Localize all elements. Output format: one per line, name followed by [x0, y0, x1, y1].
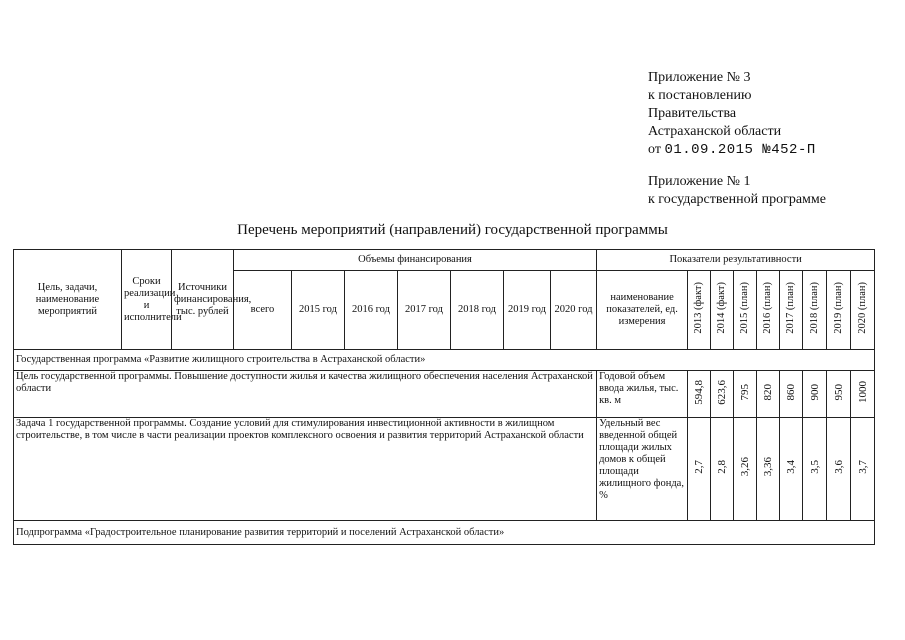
year-col-label: 2013 (факт) — [693, 282, 705, 334]
value-text: 795 — [739, 383, 752, 401]
value-cell — [803, 418, 827, 521]
year-col-label: 2014 (факт) — [716, 282, 728, 334]
table-row — [14, 350, 875, 371]
value-text: 1000 — [856, 381, 869, 403]
value-text: 860 — [785, 383, 798, 401]
year-col-2014 — [711, 271, 734, 350]
value-text: 950 — [832, 383, 845, 401]
value-cell — [734, 418, 757, 521]
value-text: 2,7 — [693, 460, 706, 474]
year-col-label: 2019 (план) — [832, 282, 844, 334]
value-cell — [711, 371, 734, 418]
header-terms: Сроки реализации и исполнители — [122, 250, 172, 350]
fin-col-2019: 2019 год — [504, 271, 551, 350]
year-col-2019 — [827, 271, 851, 350]
task-indicator-cell: Удельный вес введенной общей площади жилых домов к общей площади жилищного фонда, % — [597, 418, 688, 521]
value-cell — [827, 418, 851, 521]
year-col-label: 2020 (план) — [856, 282, 868, 334]
goal-text-cell: Цель государственной программы. Повышение доступности жилья и качества жилищного обеспечения населения Астраханской области — [14, 371, 597, 418]
year-col-2017 — [780, 271, 803, 350]
fin-col-2020: 2020 год — [551, 271, 597, 350]
value-text: 2,8 — [716, 460, 729, 474]
date-prefix: от — [648, 142, 661, 157]
date-number-stamp: 01.09.2015 №452-П — [664, 142, 816, 158]
year-col-2015 — [734, 271, 757, 350]
year-col-2013 — [688, 271, 711, 350]
value-text: 3,26 — [739, 457, 752, 477]
value-text: 820 — [762, 383, 775, 401]
fin-col-2016: 2016 год — [345, 271, 398, 350]
header-indicator-name: наименование показателей, ед. измерения — [597, 271, 688, 350]
value-text: 3,5 — [808, 460, 821, 474]
program-title-cell: Государственная программа «Развитие жилищного строительства в Астраханской области» — [14, 350, 875, 371]
fin-col-total: всего — [234, 271, 292, 350]
year-col-2018 — [803, 271, 827, 350]
appendix-1-header — [648, 173, 826, 209]
appendix-1-line-2: к государственной программе — [648, 192, 826, 207]
value-text: 3,6 — [832, 460, 845, 474]
year-col-label: 2017 (план) — [785, 282, 797, 334]
subprogram-title-cell: Подпрограмма «Градостроительное планирование развития территорий и поселений Астраханской области» — [14, 521, 875, 545]
task-text-cell: Задача 1 государственной программы. Создание условий для стимулирования инвестиционной активности в жилищном строительстве, в том числе в части реализации проектов комплексного освоения и развития территорий Астраханской области — [14, 418, 597, 521]
value-cell — [851, 418, 875, 521]
value-cell — [688, 418, 711, 521]
value-cell — [757, 418, 780, 521]
header-financing: Объемы финансирования — [234, 250, 597, 271]
appendix-3-line-1: Приложение № 3 — [648, 70, 751, 85]
value-text: 3,4 — [785, 460, 798, 474]
value-text: 623,6 — [716, 379, 729, 405]
value-text: 900 — [808, 383, 821, 401]
appendix-3-header — [648, 69, 816, 159]
value-text: 594,8 — [693, 379, 706, 405]
activities-table — [13, 249, 875, 545]
year-col-2020 — [851, 271, 875, 350]
value-cell — [734, 371, 757, 418]
document-title: Перечень мероприятий (направлений) государственной программы — [237, 222, 668, 238]
value-cell — [803, 371, 827, 418]
value-cell — [711, 418, 734, 521]
value-text: 3,36 — [762, 457, 775, 477]
year-col-label: 2016 (план) — [762, 282, 774, 334]
header-sources: Источники финансирования, тыс. рублей — [172, 250, 234, 350]
value-cell — [780, 371, 803, 418]
fin-col-2015: 2015 год — [292, 271, 345, 350]
year-col-2016 — [757, 271, 780, 350]
value-cell — [851, 371, 875, 418]
value-cell — [780, 418, 803, 521]
table-row — [14, 418, 875, 521]
appendix-3-line-3: Правительства — [648, 106, 737, 121]
appendix-1-line-1: Приложение № 1 — [648, 174, 751, 189]
goal-indicator-cell: Годовой объем ввода жилья, тыс. кв. м — [597, 371, 688, 418]
value-text: 3,7 — [856, 460, 869, 474]
value-cell — [827, 371, 851, 418]
fin-col-2018: 2018 год — [451, 271, 504, 350]
table-row — [14, 371, 875, 418]
appendix-3-line-2: к постановлению — [648, 88, 752, 103]
appendix-3-date-line — [648, 141, 816, 159]
year-col-label: 2015 (план) — [739, 282, 751, 334]
header-indicators: Показатели результативности — [597, 250, 875, 271]
appendix-3-line-4: Астраханской области — [648, 124, 782, 139]
header-goal: Цель, задачи, наименование мероприятий — [14, 250, 122, 350]
value-cell — [757, 371, 780, 418]
table-row — [14, 521, 875, 545]
fin-col-2017: 2017 год — [398, 271, 451, 350]
year-col-label: 2018 (план) — [808, 282, 820, 334]
value-cell — [688, 371, 711, 418]
